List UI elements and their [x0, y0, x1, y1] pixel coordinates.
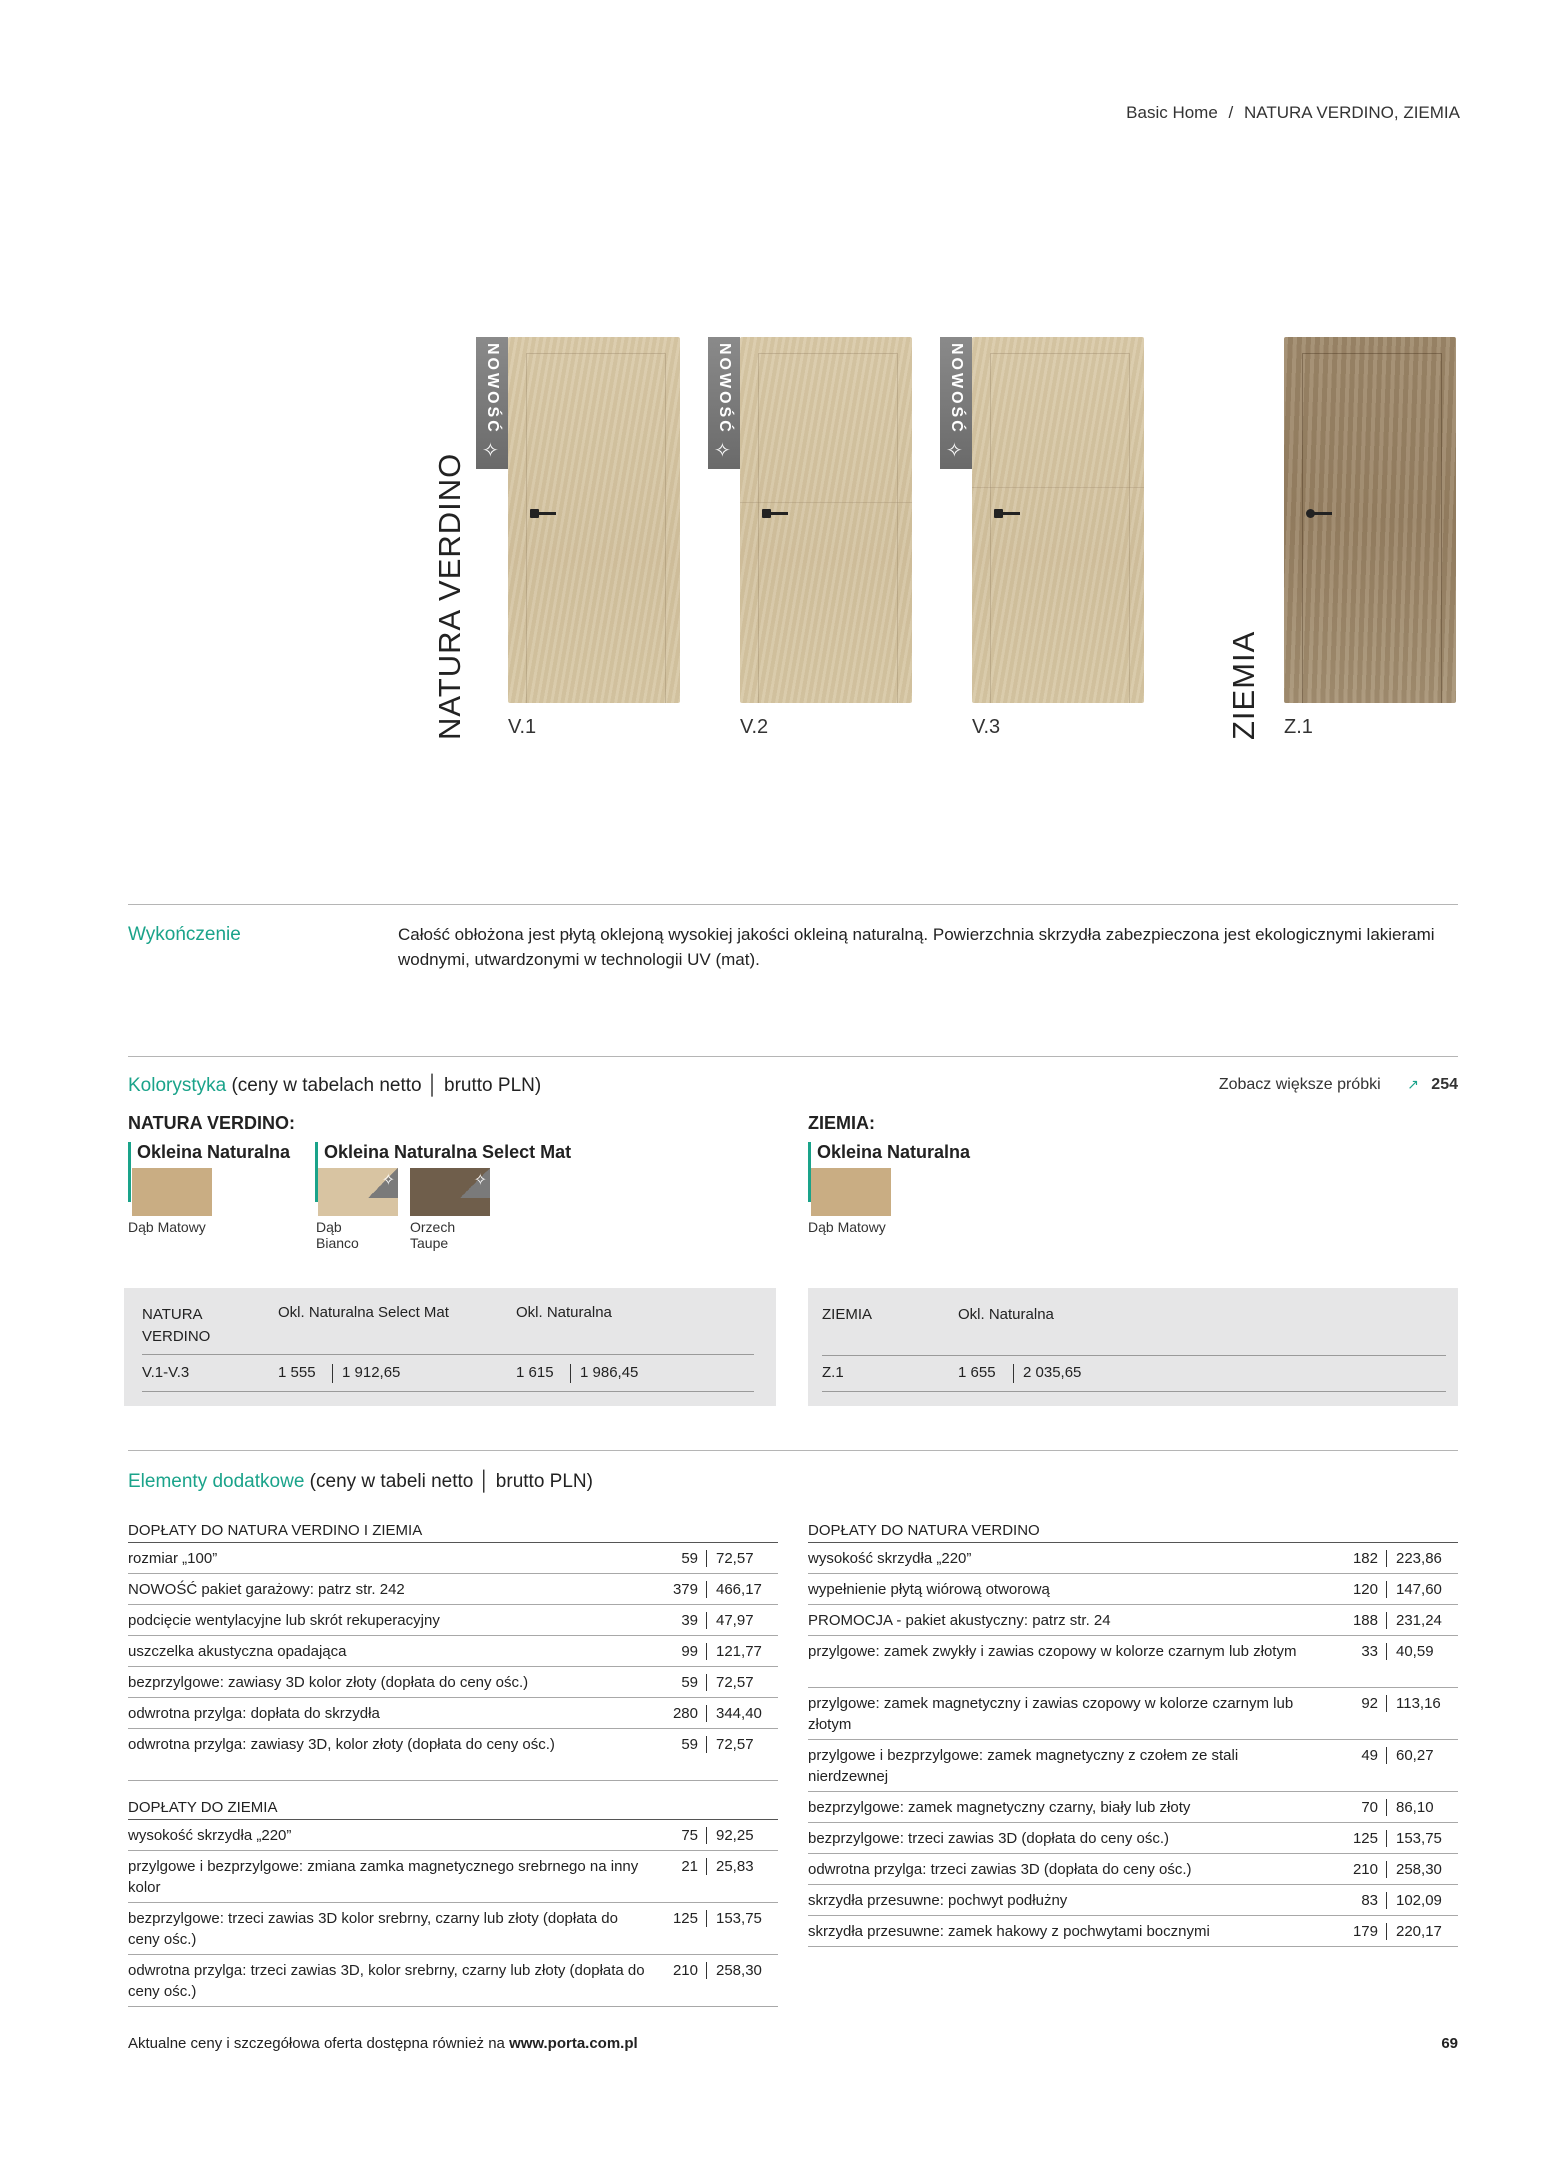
- row-separator: [1386, 1892, 1387, 1909]
- row-gross-price: 72,57: [716, 1550, 754, 1567]
- price-col-series: NATURA VERDINO: [142, 1306, 211, 1345]
- new-badge: [708, 337, 740, 469]
- row-gross-price: 25,83: [716, 1858, 754, 1875]
- table-row: [808, 1636, 1458, 1688]
- row-net-price: 33: [1361, 1643, 1378, 1660]
- row-separator: [706, 1550, 707, 1567]
- table-row: [808, 1885, 1458, 1916]
- price-net: 1 555: [278, 1364, 316, 1381]
- row-separator: [1386, 1550, 1387, 1567]
- row-label: bezprzylgowe: trzeci zawias 3D kolor srebrny, czarny lub złoty (dopłata do ceny ośc.): [128, 1910, 618, 1948]
- sparkle-icon: ✧: [946, 440, 963, 462]
- row-net-price: 70: [1361, 1799, 1378, 1816]
- door-image-v1[interactable]: [508, 337, 680, 703]
- row-net-price: 210: [1352, 1861, 1378, 1878]
- extras-heading: [128, 1471, 593, 1493]
- row-gross-price: 40,59: [1396, 1643, 1434, 1660]
- row-separator: [706, 1962, 707, 1979]
- price-net: 1 615: [516, 1364, 554, 1381]
- new-badge-label: NOWOŚĆ: [716, 343, 733, 435]
- table-row: [128, 1851, 778, 1903]
- table-row: [128, 1729, 778, 1781]
- swatch-group-label: Okleina Naturalna: [817, 1142, 971, 1162]
- swatch-name: Dąb Bianco: [316, 1219, 359, 1251]
- row-separator: [1386, 1830, 1387, 1847]
- price-net: 1 655: [958, 1364, 996, 1381]
- door-image-v2[interactable]: [740, 337, 912, 703]
- table-row: [808, 1854, 1458, 1885]
- table-row: [128, 1636, 778, 1667]
- price-col-natural: Okl. Naturalna: [958, 1306, 1054, 1323]
- row-label: wysokość skrzydła „220”: [808, 1550, 972, 1567]
- row-separator: [1386, 1799, 1387, 1816]
- door-code: Z.1: [1284, 716, 1313, 738]
- row-net-price: 210: [672, 1962, 698, 1979]
- extras-right-head: DOPŁATY DO NATURA VERDINO: [808, 1522, 1458, 1543]
- row-separator: [706, 1858, 707, 1875]
- table-row: [808, 1605, 1458, 1636]
- table-row: [128, 1667, 778, 1698]
- swatch-orzech-taupe[interactable]: [410, 1168, 490, 1216]
- table-row: [128, 1955, 778, 2007]
- table-row: [128, 1820, 778, 1851]
- row-separator: [706, 1674, 707, 1691]
- swatch-ziemia-dab-matowy[interactable]: [811, 1168, 891, 1216]
- row-label: rozmiar „100”: [128, 1550, 218, 1567]
- extras-table-left: [128, 1522, 778, 2007]
- row-gross-price: 258,30: [716, 1962, 762, 1979]
- ziemia-heading: ZIEMIA:: [808, 1113, 875, 1133]
- new-badge: [940, 337, 972, 469]
- table-row: [128, 1698, 778, 1729]
- swatch-group-label: Okleina Naturalna: [137, 1142, 291, 1162]
- row-gross-price: 72,57: [716, 1674, 754, 1691]
- price-col-series: ZIEMIA: [822, 1306, 873, 1323]
- row-gross-price: 344,40: [716, 1705, 762, 1722]
- table-row: [808, 1916, 1458, 1947]
- row-net-price: 49: [1361, 1747, 1378, 1764]
- row-gross-price: 60,27: [1396, 1747, 1434, 1764]
- row-net-price: 21: [681, 1858, 698, 1875]
- sparkle-icon: ✧: [381, 1172, 395, 1189]
- price-gross: 1 912,65: [342, 1364, 401, 1381]
- row-separator: [1386, 1747, 1387, 1764]
- door-code: V.2: [740, 716, 769, 738]
- swatch-name: Dąb Matowy: [808, 1219, 886, 1235]
- breadcrumb-separator: /: [1228, 103, 1234, 122]
- price-table-ziemia: [808, 1288, 1458, 1406]
- finish-text: Całość obłożona jest płytą oklejoną wysokiej jakości okleiną naturalną. Powierzchnia skrzydła zabezpieczona jest ekologicznymi lakierami wodnymi, utwardzonymi w technologii UV (mat).: [398, 925, 1435, 969]
- door-code: V.3: [972, 716, 1001, 738]
- row-label: PROMOCJA - pakiet akustyczny: patrz str. 24: [808, 1612, 1111, 1629]
- row-net-price: 188: [1352, 1612, 1378, 1629]
- page-number: 69: [1441, 2035, 1458, 2052]
- sparkle-icon: ✧: [714, 440, 731, 462]
- row-label: NOWOŚĆ pakiet garażowy: patrz str. 242: [128, 1581, 405, 1598]
- row-label: wypełnienie płytą wiórową otworową: [808, 1581, 1050, 1598]
- row-separator: [1386, 1695, 1387, 1712]
- row-separator: [706, 1612, 707, 1629]
- row-net-price: 125: [672, 1910, 698, 1927]
- row-gross-price: 121,77: [716, 1643, 762, 1660]
- new-badge: [476, 337, 508, 469]
- row-separator: [1386, 1612, 1387, 1629]
- row-label: odwrotna przylga: trzeci zawias 3D, kolor srebrny, czarny lub złoty (dopłata do ceny ośc.): [128, 1962, 645, 2000]
- row-gross-price: 258,30: [1396, 1861, 1442, 1878]
- breadcrumb-current: NATURA VERDINO, ZIEMIA: [1244, 103, 1460, 122]
- row-gross-price: 47,97: [716, 1612, 754, 1629]
- row-label: przylgowe i bezprzylgowe: zamek magnetyczny z czołem ze stali nierdzewnej: [808, 1747, 1239, 1785]
- row-separator: [1386, 1643, 1387, 1660]
- row-net-price: 39: [681, 1612, 698, 1629]
- row-net-price: 379: [672, 1581, 698, 1598]
- row-label: przylgowe: zamek magnetyczny i zawias czopowy w kolorze czarnym lub złotym: [808, 1695, 1294, 1733]
- table-row: [808, 1740, 1458, 1792]
- table-row: [128, 1543, 778, 1574]
- table-row: [808, 1792, 1458, 1823]
- table-row: [808, 1543, 1458, 1574]
- row-label: przylgowe i bezprzylgowe: zmiana zamka magnetycznego srebrnego na inny kolor: [128, 1858, 639, 1896]
- price-model: V.1-V.3: [142, 1364, 190, 1381]
- row-gross-price: 153,75: [716, 1910, 762, 1927]
- price-gross: 2 035,65: [1023, 1364, 1082, 1381]
- swatch-name: Orzech Taupe: [410, 1219, 456, 1251]
- price-col-natural: Okl. Naturalna: [516, 1304, 612, 1321]
- row-net-price: 75: [681, 1827, 698, 1844]
- row-net-price: 182: [1352, 1550, 1378, 1567]
- sparkle-icon: ✧: [473, 1172, 487, 1189]
- row-label: przylgowe: zamek zwykły i zawias czopowy w kolorze czarnym lub złotym: [808, 1643, 1297, 1660]
- table-row: [128, 1605, 778, 1636]
- row-label: odwrotna przylga: trzeci zawias 3D (dopłata do ceny ośc.): [808, 1861, 1192, 1878]
- table-row: [808, 1823, 1458, 1854]
- breadcrumb: [1000, 103, 1460, 123]
- row-gross-price: 223,86: [1396, 1550, 1442, 1567]
- row-net-price: 59: [681, 1674, 698, 1691]
- row-label: bezprzylgowe: trzeci zawias 3D (dopłata do ceny ośc.): [808, 1830, 1169, 1847]
- extras-table-right: [808, 1522, 1458, 1947]
- row-gross-price: 153,75: [1396, 1830, 1442, 1847]
- row-net-price: 120: [1352, 1581, 1378, 1598]
- row-net-price: 92: [1361, 1695, 1378, 1712]
- door-image-z1[interactable]: [1284, 337, 1456, 703]
- extras-title: Elementy dodatkowe: [128, 1471, 305, 1492]
- table-row: [808, 1574, 1458, 1605]
- colors-title: Kolorystyka: [128, 1075, 227, 1096]
- row-label: skrzydła przesuwne: zamek hakowy z pochwytami bocznymi: [808, 1923, 1210, 1940]
- row-net-price: 59: [681, 1736, 698, 1753]
- row-gross-price: 92,25: [716, 1827, 754, 1844]
- row-label: bezprzylgowe: zawiasy 3D kolor złoty (dopłata do ceny ośc.): [128, 1674, 529, 1691]
- row-label: podcięcie wentylacyjne lub skrót rekuperacyjny: [128, 1612, 440, 1629]
- price-gross: 1 986,45: [580, 1364, 639, 1381]
- row-net-price: 179: [1352, 1923, 1378, 1940]
- price-col-select: Okl. Naturalna Select Mat: [278, 1304, 449, 1321]
- row-label: bezprzylgowe: zamek magnetyczny czarny, biały lub złoty: [808, 1799, 1191, 1816]
- swatch-dab-bianco[interactable]: [318, 1168, 398, 1216]
- swatch-dab-matowy[interactable]: [132, 1168, 212, 1216]
- row-separator: [1386, 1923, 1387, 1940]
- new-badge-label: NOWOŚĆ: [484, 343, 501, 435]
- row-gross-price: 113,16: [1396, 1695, 1441, 1712]
- row-separator: [1386, 1861, 1387, 1878]
- row-gross-price: 466,17: [716, 1581, 762, 1598]
- new-badge-label: NOWOŚĆ: [948, 343, 965, 435]
- table-row: [808, 1688, 1458, 1740]
- divider: [128, 1450, 1458, 1451]
- breadcrumb-collection[interactable]: Basic Home: [1126, 103, 1218, 122]
- footer-note: Aktualne ceny i szczegółowa oferta dostępna również na: [128, 2035, 510, 2052]
- row-gross-price: 231,24: [1396, 1612, 1442, 1629]
- row-label: odwrotna przylga: zawiasy 3D, kolor złoty (dopłata do ceny ośc.): [128, 1736, 555, 1753]
- series-title-ziemia: ZIEMIA: [1226, 630, 1261, 740]
- finish-title: Wykończenie: [128, 924, 241, 945]
- swatch-group-label: Okleina Naturalna Select Mat: [324, 1142, 572, 1162]
- row-separator: [706, 1910, 707, 1927]
- row-gross-price: 220,17: [1396, 1923, 1442, 1940]
- divider: [128, 1056, 1458, 1057]
- row-separator: [706, 1827, 707, 1844]
- door-code: V.1: [508, 716, 537, 738]
- extras-subtitle: (ceny w tabeli netto │ brutto PLN): [304, 1471, 593, 1492]
- extras-left-head: DOPŁATY DO NATURA VERDINO I ZIEMIA: [128, 1522, 778, 1543]
- swatch-name: Dąb Matowy: [128, 1219, 206, 1235]
- arrow-up-right-icon: ↗: [1407, 1076, 1419, 1092]
- colors-subtitle: (ceny w tabelach netto │ brutto PLN): [226, 1075, 542, 1096]
- series-title-natura-verdino: NATURA VERDINO: [432, 452, 467, 740]
- row-gross-price: 72,57: [716, 1736, 754, 1753]
- extras-ziemia-head: DOPŁATY DO ZIEMIA: [128, 1799, 778, 1820]
- colors-heading: [128, 1075, 541, 1097]
- row-gross-price: 102,09: [1396, 1892, 1442, 1909]
- row-net-price: 280: [672, 1705, 698, 1722]
- row-net-price: 125: [1352, 1830, 1378, 1847]
- table-row: [128, 1903, 778, 1955]
- row-label: wysokość skrzydła „220”: [128, 1827, 292, 1844]
- row-net-price: 59: [681, 1550, 698, 1567]
- row-separator: [1386, 1581, 1387, 1598]
- row-separator: [706, 1643, 707, 1660]
- row-separator: [706, 1736, 707, 1753]
- footer-url-link[interactable]: www.porta.com.pl: [509, 2035, 638, 2052]
- row-separator: [706, 1705, 707, 1722]
- row-net-price: 83: [1361, 1892, 1378, 1909]
- sparkle-icon: ✧: [482, 440, 499, 462]
- row-separator: [706, 1581, 707, 1598]
- see-more-page: 254: [1431, 1076, 1458, 1093]
- row-label: odwrotna przylga: dopłata do skrzydła: [128, 1705, 380, 1722]
- row-gross-price: 86,10: [1396, 1799, 1434, 1816]
- row-label: skrzydła przesuwne: pochwyt podłużny: [808, 1892, 1068, 1909]
- price-model: Z.1: [822, 1364, 844, 1381]
- door-image-v3[interactable]: [972, 337, 1144, 703]
- row-gross-price: 147,60: [1396, 1581, 1442, 1598]
- footer-text: [128, 2035, 638, 2052]
- row-net-price: 99: [681, 1643, 698, 1660]
- see-more-link[interactable]: [1150, 1076, 1458, 1094]
- natura-verdino-heading: NATURA VERDINO:: [128, 1113, 295, 1133]
- divider: [128, 904, 1458, 905]
- row-label: uszczelka akustyczna opadająca: [128, 1643, 347, 1660]
- table-row: [128, 1574, 778, 1605]
- price-table-natura-verdino: [124, 1288, 776, 1406]
- see-more-label: Zobacz większe próbki: [1218, 1076, 1381, 1093]
